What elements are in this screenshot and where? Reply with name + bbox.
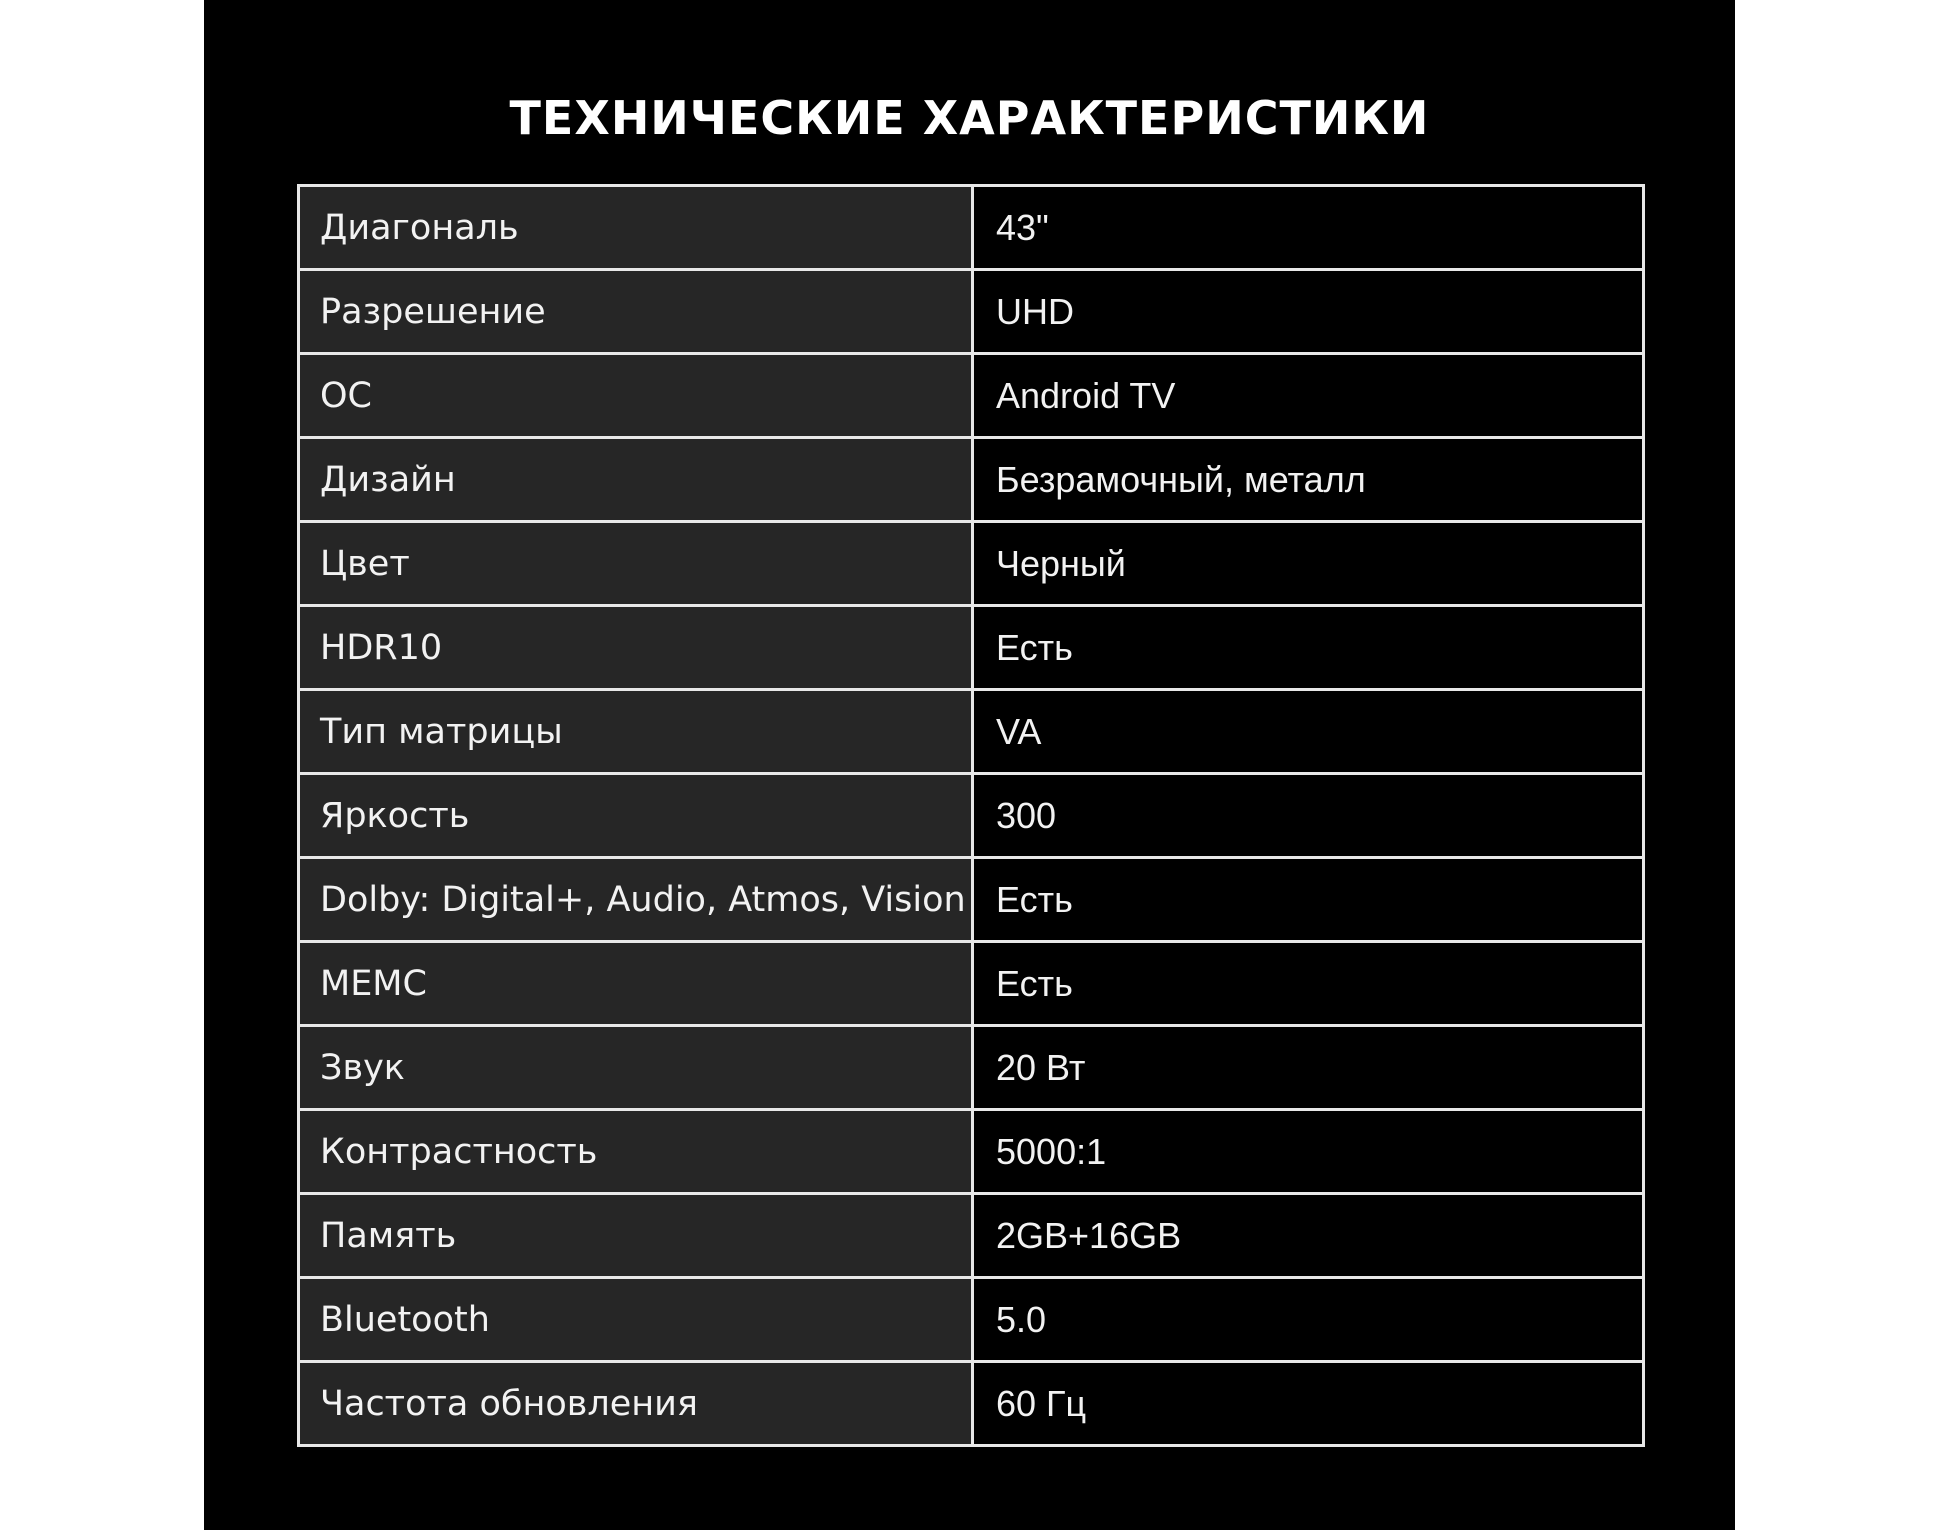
spec-value-cell: 5000:1: [973, 1110, 1644, 1194]
spec-param-cell: Диагональ: [299, 186, 973, 270]
spec-param-cell: Яркость: [299, 774, 973, 858]
table-row: [299, 1362, 1644, 1446]
spec-value-cell: Черный: [973, 522, 1644, 606]
spec-value-cell: Android TV: [973, 354, 1644, 438]
spec-param-cell: Контрастность: [299, 1110, 973, 1194]
table-row: [299, 1110, 1644, 1194]
spec-param-cell: Цвет: [299, 522, 973, 606]
table-row: [299, 354, 1644, 438]
table-row: [299, 606, 1644, 690]
spec-param-cell: Звук: [299, 1026, 973, 1110]
spec-table: [297, 184, 1645, 1447]
spec-value-cell: 300: [973, 774, 1644, 858]
spec-param-cell: HDR10: [299, 606, 973, 690]
table-row: [299, 186, 1644, 270]
table-row: [299, 690, 1644, 774]
spec-value-cell: 60 Гц: [973, 1362, 1644, 1446]
table-row: [299, 942, 1644, 1026]
spec-value-cell: 2GB+16GB: [973, 1194, 1644, 1278]
spec-value-cell: Есть: [973, 942, 1644, 1026]
spec-value-cell: 20 Вт: [973, 1026, 1644, 1110]
table-row: [299, 438, 1644, 522]
spec-value-cell: Есть: [973, 858, 1644, 942]
table-row: [299, 522, 1644, 606]
table-row: [299, 1026, 1644, 1110]
spec-value-cell: Безрамочный, металл: [973, 438, 1644, 522]
spec-param-cell: MEMC: [299, 942, 973, 1026]
spec-value-cell: Есть: [973, 606, 1644, 690]
spec-param-cell: ОС: [299, 354, 973, 438]
table-row: [299, 1194, 1644, 1278]
spec-param-cell: Тип матрицы: [299, 690, 973, 774]
spec-value-cell: UHD: [973, 270, 1644, 354]
table-row: [299, 858, 1644, 942]
spec-value-cell: 5.0: [973, 1278, 1644, 1362]
spec-param-cell: Память: [299, 1194, 973, 1278]
page-title: ТЕХНИЧЕСКИЕ ХАРАКТЕРИСТИКИ: [509, 91, 1430, 145]
table-row: [299, 270, 1644, 354]
spec-param-cell: Частота обновления: [299, 1362, 973, 1446]
spec-value-cell: 43": [973, 186, 1644, 270]
spec-panel: [204, 0, 1735, 1530]
spec-table-body: [299, 186, 1644, 1446]
spec-param-cell: Разрешение: [299, 270, 973, 354]
table-row: [299, 1278, 1644, 1362]
spec-param-cell: Bluetooth: [299, 1278, 973, 1362]
spec-param-cell: Dolby: Digital+, Audio, Atmos, Vision: [299, 858, 973, 942]
spec-param-cell: Дизайн: [299, 438, 973, 522]
spec-value-cell: VA: [973, 690, 1644, 774]
table-row: [299, 774, 1644, 858]
